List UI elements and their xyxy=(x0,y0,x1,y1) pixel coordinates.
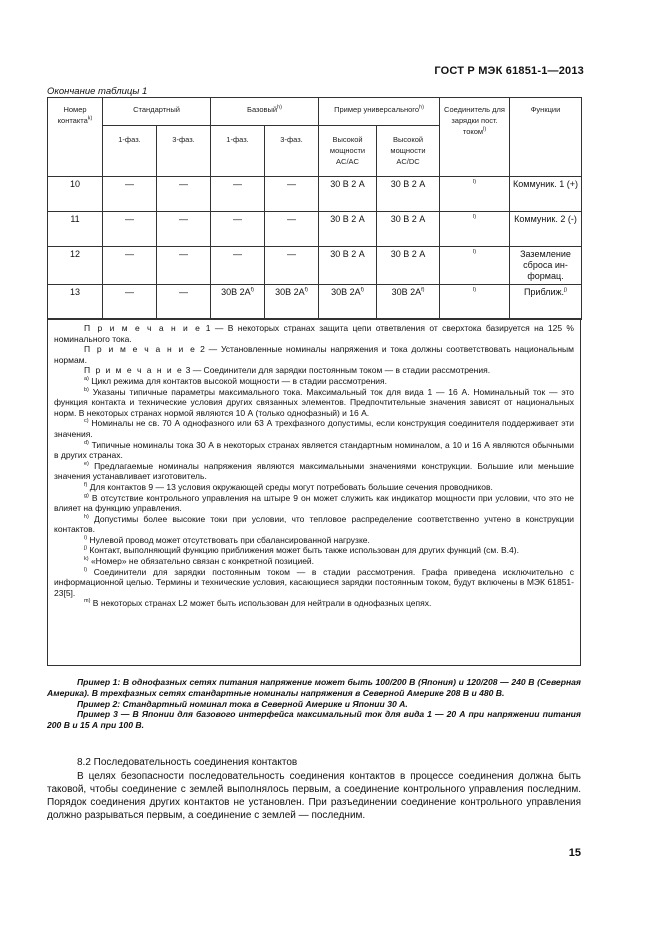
contacts-table xyxy=(47,97,582,320)
examples xyxy=(47,677,581,731)
table-cell-b1: 30В $2А^{f)}$ xyxy=(211,285,265,320)
footnote: $^{m)}$ В некоторых странах L2 может быть использован для нейтрали в однофазных цепях. xyxy=(84,598,432,609)
table-cell-dc: l) xyxy=(440,212,510,247)
table-cell-num: 10 xyxy=(48,177,103,212)
footnote: $^{k)}$ «Номер» не обязательно связан с конкретной позицией. xyxy=(84,556,315,567)
example-3: Пример 3 — В Японии для базового интерфейса максимальный ток для вида 1 — 20 А при напряжении питания 200 В и 15 А при 100 В. xyxy=(47,709,581,731)
document-id: ГОСТ Р МЭК 61851-1—2013 xyxy=(434,65,584,77)
table-cell-u1: 30 В 2 А xyxy=(319,212,377,247)
table-header-row xyxy=(48,98,582,126)
table-cell-func: Заземление сброса ин-формац. xyxy=(510,247,582,285)
table-cell-s3: — xyxy=(157,285,211,320)
table-cell-dc: l) xyxy=(440,177,510,212)
table-cell-s1: — xyxy=(103,212,157,247)
table-cell-s1: — xyxy=(103,177,157,212)
header-universal: Пример универсального$^{h)}$ xyxy=(319,98,440,126)
header-standard: Стандартный xyxy=(103,98,211,126)
table-caption: Окончание таблицы 1 xyxy=(47,86,148,97)
table-cell-u1: 30В $2А^{f)}$ xyxy=(319,285,377,320)
table-cell-u2: 30 В 2 А xyxy=(377,177,440,212)
table-cell-u1: 30 В 2 А xyxy=(319,177,377,212)
table-cell-u2: 30 В 2 А xyxy=(377,247,440,285)
table-row xyxy=(48,177,582,212)
section-body: В целях безопасности последовательность соединения контактов в процессе соединения должна быть таковой, чтобы соединение с землей выполнялось первым, а соединение контрольного управления последним. Порядок соединения других контактов не установлен. При разъединении соединение контрольного управления должно разрываться первым, а соединение с землей — последним. xyxy=(47,771,581,821)
footnote: $^{h)}$ Допустимы более высокие токи при условии, что тепловое распределение соответственно учтено в конструкции контактов. xyxy=(54,513,574,535)
footnote: $^{e)}$ Предлагаемые номиналы напряжения являются максимальными значениями конструкции. Большие или меньшие значения устанавливает изготовитель. xyxy=(54,460,574,482)
footnote: $^{l)}$ Соединители для зарядки постоянным током — в стадии рассмотрения. Графа приведена исключительно с информационной целью. Термины и технические условия, касающиеся зарядки постоянным током, будут включены в МЭК 61851-23[5]. xyxy=(54,566,574,598)
table-cell-b1: — xyxy=(211,212,265,247)
table-cell-b3: 30В $2А^{f)}$ xyxy=(265,285,319,320)
table-cell-num: 12 xyxy=(48,247,103,285)
header-hp-acac: Высокой мощности AC/AC xyxy=(319,126,377,177)
table-cell-s1: — xyxy=(103,285,157,320)
header-contact: Номер контакта$^{k)}$ xyxy=(48,98,103,177)
header-std-1ph: 1-фаз. xyxy=(103,126,157,177)
footnote: $^{i)}$ Нулевой провод может отсутствовать при сбалансированной нагрузке. xyxy=(84,534,370,545)
table-cell-b3: — xyxy=(265,247,319,285)
footnote: $^{b)}$ Указаны типичные параметры максимального тока. Максимальный ток для вида 1 — 16 А. Номинальный ток — это функция контакта и технические условия других связанных элементов. Предпочтительные значения зависят от национальных норм. В некоторых странах нормой являются 10 А (только однофазный) и 16 А. xyxy=(54,386,574,418)
header-hp-acdc: Высокой мощности AC/DC xyxy=(377,126,440,177)
table-cell-dc: l) xyxy=(440,285,510,320)
section-heading: 8.2 Последовательность соединения контактов xyxy=(77,757,298,768)
table-cell-func: Приближ.$^{j)}$ xyxy=(510,285,582,320)
footnote: $^{g)}$ В отсутствие контрольного управления на штыре 9 он может служить как индикатор мощности при условии, что это не влияет на функцию управления. xyxy=(54,492,574,514)
note-2: П р и м е ч а н и е 2 — Установленные номиналы напряжения и тока должны соответствовать национальным нормам. xyxy=(54,344,574,365)
table-cell-s3: — xyxy=(157,247,211,285)
table-row xyxy=(48,212,582,247)
table-cell-func: Коммуник. 1 (+) xyxy=(510,177,582,212)
footnote: $^{d)}$ Типичные номиналы тока 30 А в некоторых странах является стандартным номиналом, а 10 и 16 А являются обычными в других странах. xyxy=(54,439,574,461)
note-1: П р и м е ч а н и е 1 — В некоторых странах защита цепи ответвления от сверхтока базируется на 125 % номинального тока. xyxy=(54,323,574,344)
example-2: Пример 2: Стандартный номинал тока в Северной Америке и Японии 30 А. xyxy=(77,698,408,709)
table-cell-b1: — xyxy=(211,247,265,285)
table-cell-s3: — xyxy=(157,212,211,247)
footnote: $^{j)}$ Контакт, выполняющий функцию приближения может быть также использован для других функций (см. В.4). xyxy=(84,545,519,556)
note-3: П р и м е ч а н и е 3 — Соединители для зарядки постоянным током — в стадии рассмотрения. xyxy=(84,365,491,376)
section-8-2 xyxy=(47,756,581,822)
page-number: 15 xyxy=(568,847,581,859)
table-cell-b3: — xyxy=(265,177,319,212)
footnote: $^{a)}$ Цикл режима для контактов высокой мощности — в стадии рассмотрения. xyxy=(84,375,388,386)
footnote: $^{c)}$ Номиналы не св. 70 А однофазного или 63 А трехфазного допустимы, если конструкция соединителя поддерживает эти значения. xyxy=(54,418,574,439)
header-dc: Соединитель для зарядки пост. током$^{l)}$ xyxy=(440,98,510,177)
table-row xyxy=(48,247,582,285)
table-row xyxy=(48,285,582,320)
header-functions: Функции xyxy=(510,98,582,177)
table-cell-s3: — xyxy=(157,177,211,212)
table-cell-dc: l) xyxy=(440,247,510,285)
table-cell-u2: 30 В 2 А xyxy=(377,212,440,247)
table-cell-u1: 30 В 2 А xyxy=(319,247,377,285)
table-cell-b1: — xyxy=(211,177,265,212)
header-basic: Базовый$^{h)}$ xyxy=(211,98,319,126)
header-std-3ph: 3-фаз. xyxy=(157,126,211,177)
notes-box xyxy=(47,318,581,666)
footnote: $^{f)}$ Для контактов 9 — 13 условия окружающей среды могут потребовать большие сечения проводников. xyxy=(84,481,493,492)
table-cell-s1: — xyxy=(103,247,157,285)
table-cell-num: 11 xyxy=(48,212,103,247)
table-cell-b3: — xyxy=(265,212,319,247)
header-basic-1ph: 1-фаз. xyxy=(211,126,265,177)
table-cell-func: Коммуник. 2 (-) xyxy=(510,212,582,247)
header-basic-3ph: 3-фаз. xyxy=(265,126,319,177)
table-cell-num: 13 xyxy=(48,285,103,320)
table-cell-u2: 30В $2А^{f)}$ xyxy=(377,285,440,320)
example-1: Пример 1: В однофазных сетях питания напряжение может быть 100/200 В (Япония) и 120/208 — 240 В (Северная Америка). В трехфазных сетях стандартные номиналы напряжения в Северной Америке 208 В и 480 В. xyxy=(47,677,581,698)
